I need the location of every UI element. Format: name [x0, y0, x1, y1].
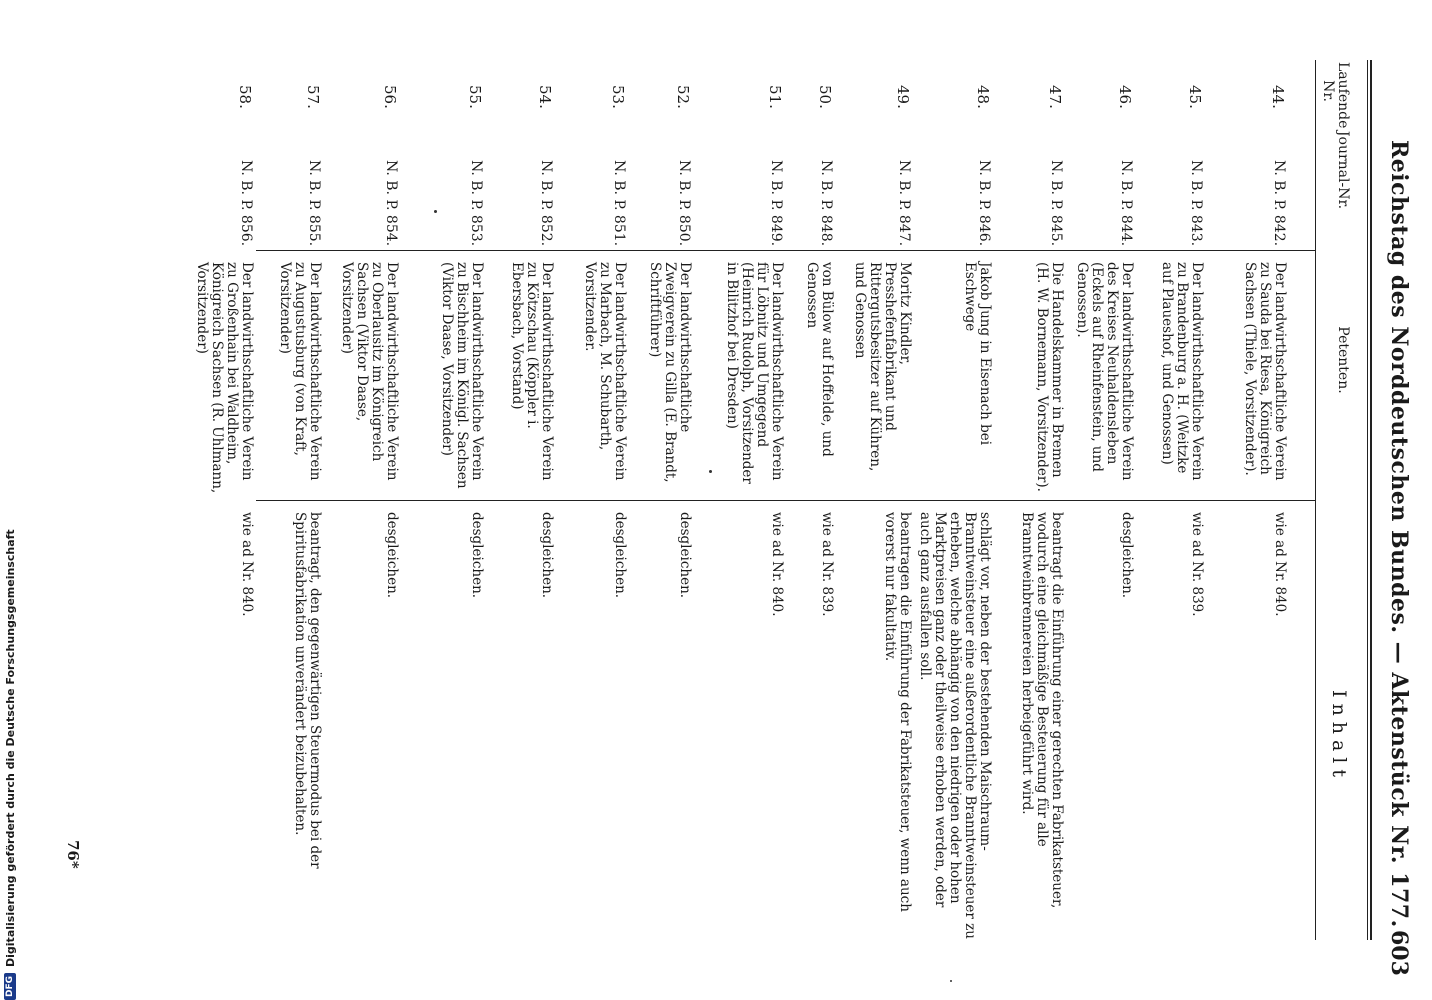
- request-cell: beantragen die Einführung der Fabrikatsteuer, wenn auch vorerst nur fakultativ.: [882, 512, 913, 912]
- petitioner-cell: Moritz Kindler, Presshefenfabrikant und Rittergutsbesitzer auf Kühren, und Genossen: [852, 262, 913, 472]
- column-header-petent: Petenten.: [1335, 326, 1351, 394]
- journal-number: N. B. P. 854.: [383, 160, 399, 247]
- header-rule-thin: [1367, 60, 1368, 940]
- petitioner-cell: Der landwirthschaftliche Verein zu Oberlausitz im Königreich Sachsen (Viktor Daase, Vorsitzender): [339, 262, 400, 481]
- scan-speck: [709, 470, 712, 473]
- petitioner-cell: von Bülow auf Hoffelde, und Genossen: [804, 262, 835, 457]
- request-cell: beantragt die Einführung einer gerechten Fabrikatsteuer, wodurch eine gleichmäßige Besteuerung für alle Branntweinbrennereien herbeigeführt wird.: [1019, 512, 1065, 909]
- journal-number: N. B. P. 856.: [238, 160, 254, 247]
- row-number: 54.: [536, 85, 554, 109]
- column-header-inhalt: Inhalt: [1328, 690, 1350, 784]
- journal-number: N. B. P. 845.: [1048, 160, 1064, 247]
- request-cell: desgleichen.: [677, 512, 693, 599]
- column-header-lfd: Laufende Nr.: [1320, 62, 1351, 129]
- page-header-title: Reichstag des Norddeutschen Bundes. — Aktenstück Nr. 177.: [1386, 140, 1412, 928]
- journal-number: N. B. P. 850.: [676, 160, 692, 247]
- row-number: 56.: [381, 85, 399, 109]
- petitioner-cell: Der landwirthschaftliche Verein zu Großenhain bei Waldheim, Königreich Sachsen (R. Uhlmann, Vorsitzender): [194, 262, 255, 494]
- row-number: 46.: [1116, 85, 1134, 109]
- journal-number: N. B. P. 848.: [818, 160, 834, 247]
- column-header-journal: Journal-Nr.: [1335, 130, 1351, 210]
- request-cell: wie ad Nr. 840.: [1272, 512, 1288, 617]
- petitioner-cell: Der landwirthschaftliche Verein für Löbnitz und Umgegend (Heinrich Rudolph, Vorsitzender in Bilitzhof bei Dresden): [724, 262, 785, 484]
- petitioner-cell: Die Handelskammer in Bremen (H. W. Bornemann, Vorsitzender).: [1034, 262, 1065, 492]
- request-cell: wie ad Nr. 840.: [239, 512, 255, 617]
- journal-number: N. B. P. 853.: [468, 160, 484, 247]
- row-number: 49.: [894, 85, 912, 109]
- journal-number: N. B. P. 847.: [896, 160, 912, 247]
- sheet-mark: 76*: [64, 840, 82, 869]
- request-cell: desgleichen.: [612, 512, 628, 599]
- journal-number: N. B. P. 855.: [306, 160, 322, 247]
- row-number: 51.: [766, 85, 784, 109]
- scan-speck: [434, 210, 437, 213]
- journal-number: N. B. P. 843.: [1188, 160, 1204, 247]
- row-number: 45.: [1186, 85, 1204, 109]
- petitioner-cell: Der landwirthschaftliche Zweigverein zu Gilla (E. Brandt, Schriftführer): [647, 262, 693, 483]
- journal-number: N. B. P. 851.: [611, 160, 627, 247]
- digitization-credit: [0, 0, 20, 1000]
- request-cell: beantragt, den gegenwärtigen Steuermodus bei der Spiritusfabrikation unverändert beizubehalten.: [292, 512, 323, 869]
- petitioner-cell: Der landwirthschaftliche Verein zu Augustusburg (von Kraft, Vorsitzender): [277, 262, 323, 481]
- row-number: 52.: [674, 85, 692, 109]
- request-cell: wie ad Nr. 839.: [819, 512, 835, 617]
- row-number: 53.: [609, 85, 627, 109]
- column-divider: [256, 250, 1316, 251]
- request-cell: wie ad Nr. 839.: [1189, 512, 1205, 617]
- journal-number: N. B. P. 849.: [768, 160, 784, 247]
- header-rule: [1370, 60, 1372, 940]
- row-number: 44.: [1269, 85, 1287, 109]
- page-number: 603: [1386, 930, 1412, 976]
- petitioner-cell: Der landwirthschaftliche Verein zu Marbach, M. Schubarth, Vorsitzender.: [582, 262, 628, 481]
- petitioner-cell: Der landwirthschaftliche Verein zu Brandenburg a. H. (Weitzke auf Plaueshof, und Genossen): [1159, 262, 1205, 481]
- row-number: 50.: [816, 85, 834, 109]
- row-number: 48.: [974, 85, 992, 109]
- request-cell: desgleichen.: [1119, 512, 1135, 599]
- request-cell: desgleichen.: [384, 512, 400, 599]
- request-cell: schlägt vor, neben der bestehenden Maischraum-Branntweinsteuer eine außerordentliche Branntweinsteuer zu erheben, welche abhängig von den niedrigen oder hohen Marktpreisen ganz oder theilweise erhoben werden, oder auch ganz ausfallen soll.: [917, 512, 993, 939]
- petitioner-cell: Der landwirthschaftliche Verein zu Sauda bei Riesa, Königreich Sachsen (Thiele, Vorsitzender).: [1242, 262, 1288, 481]
- dfg-logo: DFG: [4, 973, 16, 1000]
- column-divider: [256, 500, 1316, 501]
- journal-number: N. B. P. 846.: [976, 160, 992, 247]
- row-number: 55.: [466, 85, 484, 109]
- petitioner-cell: Jakob Jung in Eisenach bei Eschwege: [962, 262, 993, 446]
- journal-number: N. B. P. 842.: [1271, 160, 1287, 247]
- scan-speck: [950, 980, 952, 982]
- request-cell: desgleichen.: [469, 512, 485, 599]
- petitioner-cell: Der landwirthschaftliche Verein zu Kötzschau (Köppler i. Ebersbach, Vorstand): [509, 262, 555, 481]
- petitioner-cell: Der landwirthschaftliche Verein zu Bischheim im Königl. Sachsen (Viktor Daase, Vorsitzender): [439, 262, 485, 489]
- petitioner-cell: Der landwirthschaftliche Verein des Kreises Neuhaldensleben (Eckels auf Rheinfenstein, und Genossen).: [1074, 262, 1135, 481]
- request-cell: wie ad Nr. 840.: [769, 512, 785, 617]
- row-number: 47.: [1046, 85, 1064, 109]
- request-cell: desgleichen.: [539, 512, 555, 599]
- row-number: 57.: [304, 85, 322, 109]
- journal-number: N. B. P. 844.: [1118, 160, 1134, 247]
- journal-number: N. B. P. 852.: [538, 160, 554, 247]
- row-number: 58.: [236, 85, 254, 109]
- credit-text: Digitalisierung gefördert durch die Deutsche Forschungsgemeinschaft: [3, 529, 17, 967]
